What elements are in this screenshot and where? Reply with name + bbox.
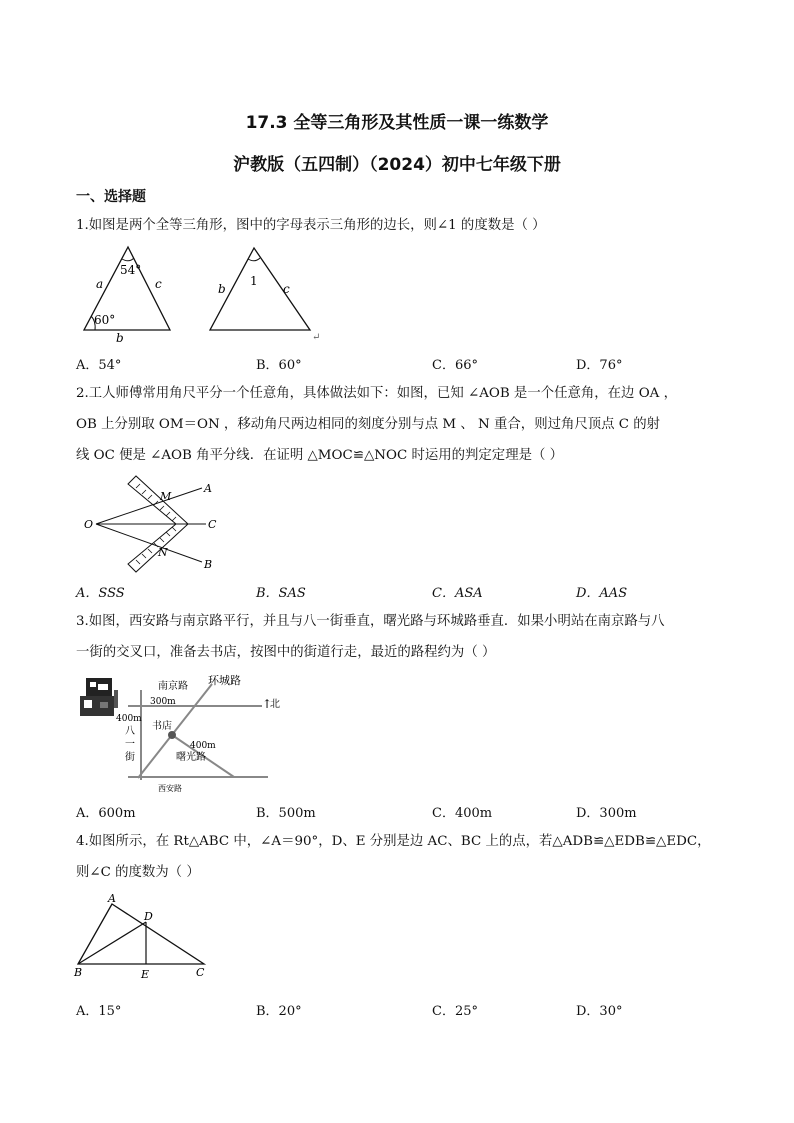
north-arrow-icon: ↑: [262, 697, 273, 711]
option-d[interactable]: D．30°: [576, 1004, 623, 1019]
side-label-c2: c: [283, 282, 290, 296]
bayi-char-1: 八: [125, 726, 135, 737]
question-1: [76, 210, 736, 241]
bayi-char-3: 街: [125, 752, 135, 763]
label-b: B: [74, 966, 83, 979]
question-4-line-1: 4.如图所示，在 Rt△ABC 中，∠A＝90°，D、E 分别是边 AC、BC 上的点，若△ADB≌△EDB≌△EDC，: [76, 834, 711, 849]
distance-400m-a: 400m: [116, 714, 142, 724]
option-b[interactable]: B．20°: [256, 1004, 302, 1019]
bookstore-label: 书店: [152, 721, 172, 732]
question-2-line-2: OB 上分别取 OM＝ON ，移动角尺两边相同的刻度分别与点 M 、 N 重合，则过角尺顶点 C 的射: [76, 417, 661, 432]
angle-label-1: 1: [250, 274, 258, 288]
option-b[interactable]: B．SAS: [256, 586, 306, 601]
option-a[interactable]: A．54°: [76, 358, 122, 373]
question-4-figure: [72, 892, 222, 984]
label-c: C: [196, 966, 205, 979]
option-a[interactable]: A．600m: [76, 806, 136, 821]
label-c: C: [208, 518, 217, 531]
option-b[interactable]: B．60°: [256, 358, 302, 373]
question-3-line-2: 一街的交叉口，准备去书店，按图中的街道行走，最近的路程约为（ ）: [76, 645, 496, 660]
label-b: B: [204, 558, 213, 571]
option-a[interactable]: A．SSS: [76, 586, 125, 601]
question-1-figure: [76, 243, 326, 348]
label-n: N: [158, 546, 168, 559]
north-label: 北: [270, 699, 280, 710]
side-label-a: a: [96, 277, 104, 291]
side-label-b2: b: [218, 282, 226, 296]
angle-label-54: 54°: [120, 263, 142, 277]
option-b[interactable]: B．500m: [256, 806, 316, 821]
triangle-right: [210, 248, 320, 343]
xian-road-label: 西安路: [158, 784, 182, 793]
huancheng-road-label: 环城路: [208, 674, 241, 687]
cartoon-boy-icon: [80, 678, 118, 716]
side-label-c: c: [155, 277, 162, 291]
shuguang-road-label: 曙光路: [176, 752, 206, 763]
page-title-line1: 17.3 全等三角形及其性质一课一练数学: [245, 113, 549, 133]
label-a: A: [204, 482, 212, 495]
label-m: M: [160, 490, 172, 503]
option-c[interactable]: C．66°: [432, 358, 478, 373]
question-4-line-2: 则∠C 的度数为（ ）: [76, 865, 200, 880]
side-label-b: b: [116, 331, 124, 345]
question-2: [76, 378, 736, 471]
option-c[interactable]: C．ASA: [432, 586, 483, 601]
label-d: D: [144, 910, 153, 923]
nanjing-road-label: 南京路: [158, 681, 188, 692]
page-title-line2: 沪教版（五四制）（2024）初中七年级下册: [233, 155, 561, 175]
option-d[interactable]: D．300m: [576, 806, 637, 821]
distance-300m: 300m: [150, 697, 176, 707]
question-2-line-1: 2.工人师傅常用角尺平分一个任意角，具体做法如下：如图，已知 ∠AOB 是一个任意角，在边 OA ，: [76, 386, 677, 401]
distance-400m-b: 400m: [190, 741, 216, 751]
question-1-text: 1.如图是两个全等三角形，图中的字母表示三角形的边长，则∠1 的度数是（ ）: [76, 218, 546, 233]
option-d[interactable]: D．AAS: [576, 586, 628, 601]
question-3: [76, 606, 736, 668]
question-2-line-3: 线 OC 便是 ∠AOB 角平分线．在证明 △MOC≌△NOC 时运用的判定定理是（ ）: [76, 448, 564, 463]
option-c[interactable]: C．25°: [432, 1004, 478, 1019]
question-3-figure: [76, 670, 286, 795]
question-4: [76, 826, 736, 888]
label-e: E: [141, 968, 150, 981]
triangle-left: [84, 247, 170, 345]
label-o: O: [84, 518, 94, 531]
option-a[interactable]: A．15°: [76, 1004, 122, 1019]
label-a: A: [108, 892, 116, 905]
angle-label-60: 60°: [94, 313, 116, 327]
question-2-figure: [80, 478, 230, 573]
svg-text:↵: ↵: [312, 332, 321, 343]
bayi-char-2: 一: [125, 739, 135, 750]
option-c[interactable]: C．400m: [432, 806, 493, 821]
section-heading: 一、选择题: [76, 189, 146, 205]
question-3-line-1: 3.如图，西安路与南京路平行，并且与八一街垂直，曙光路与环城路垂直．如果小明站在南京路与八: [76, 614, 665, 629]
option-d[interactable]: D．76°: [576, 358, 623, 373]
